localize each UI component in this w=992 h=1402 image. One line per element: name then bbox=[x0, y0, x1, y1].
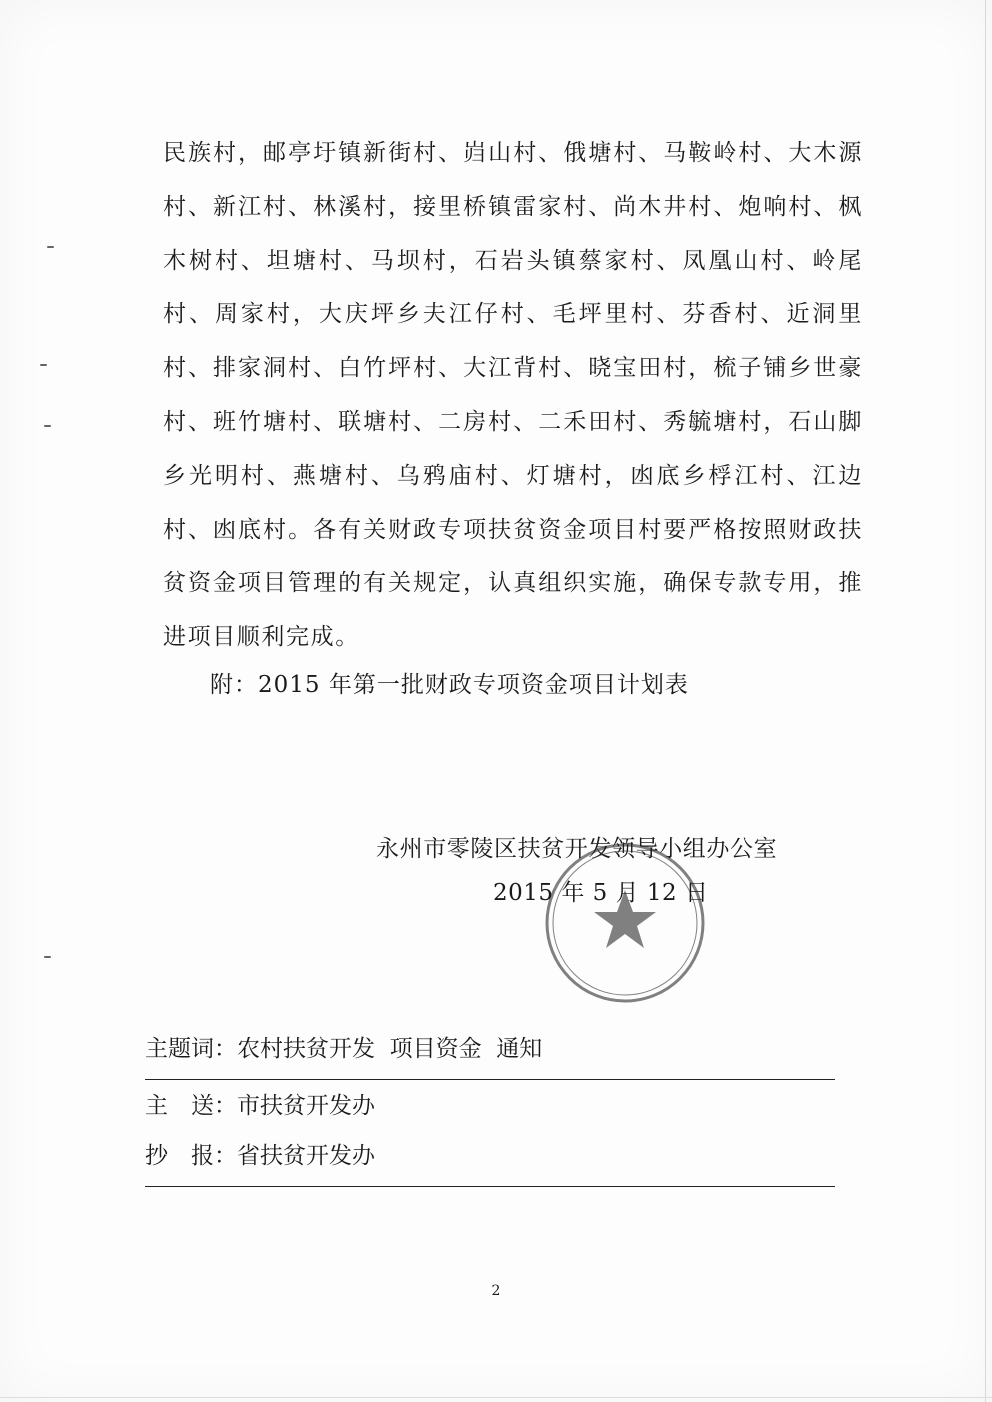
divider-line bbox=[145, 1186, 835, 1187]
margin-mark bbox=[47, 246, 54, 248]
page-number: 2 bbox=[491, 1283, 501, 1299]
cc-value: 省扶贫开发办 bbox=[237, 1143, 375, 1169]
keywords-label: 主题词： bbox=[145, 1036, 237, 1062]
scan-edge-bottom bbox=[0, 1397, 992, 1398]
send-to-value: 市扶贫开发办 bbox=[237, 1093, 375, 1119]
keywords-value: 农村扶贫开发 项目资金 通知 bbox=[237, 1036, 543, 1062]
divider-line bbox=[145, 1079, 835, 1080]
margin-mark bbox=[44, 425, 51, 427]
send-to-label: 主 送： bbox=[145, 1093, 237, 1119]
margin-mark bbox=[40, 364, 47, 366]
scan-edge-right bbox=[985, 0, 986, 1402]
keywords-row bbox=[145, 1030, 835, 1063]
cc-label: 抄 报： bbox=[145, 1143, 237, 1169]
signing-date: 2015 年 5 月 12 日 bbox=[493, 880, 709, 906]
body-paragraph: 民族村，邮亭圩镇新街村、岿山村、俄塘村、马鞍岭村、大木源村、新江村、林溪村，接里桥镇雷家村、尚木井村、炮响村、枫木树村、坦塘村、马坝村，石岩头镇蔡家村、凤凰山村、岭尾村、周家村，大庆坪乡夫江仔村、毛坪里村、芬香村、近洞里村、排家洞村、白竹坪村、大江背村、晓宝田村，梳子铺乡世豪村、班竹塘村、联塘村、二房村、二禾田村、秀毓塘村，石山脚乡光明村、燕塘村、乌鸦庙村、灯塘村，凼底乡桴江村、江边村、凼底村。各有关财政专项扶贫资金项目村要严格按照财政扶贫资金项目管理的有关规定，认真组织实施，确保专款专用，推进项目顺利完成。 bbox=[163, 140, 863, 651]
send-to-row bbox=[145, 1087, 835, 1120]
margin-mark bbox=[44, 956, 51, 958]
cc-row bbox=[145, 1137, 835, 1170]
attachment-line: 附：2015 年第一批财政专项资金项目计划表 bbox=[210, 672, 689, 698]
signing-organization: 永州市零陵区扶贫开发领导小组办公室 bbox=[376, 836, 778, 862]
official-seal-icon bbox=[540, 838, 710, 1008]
